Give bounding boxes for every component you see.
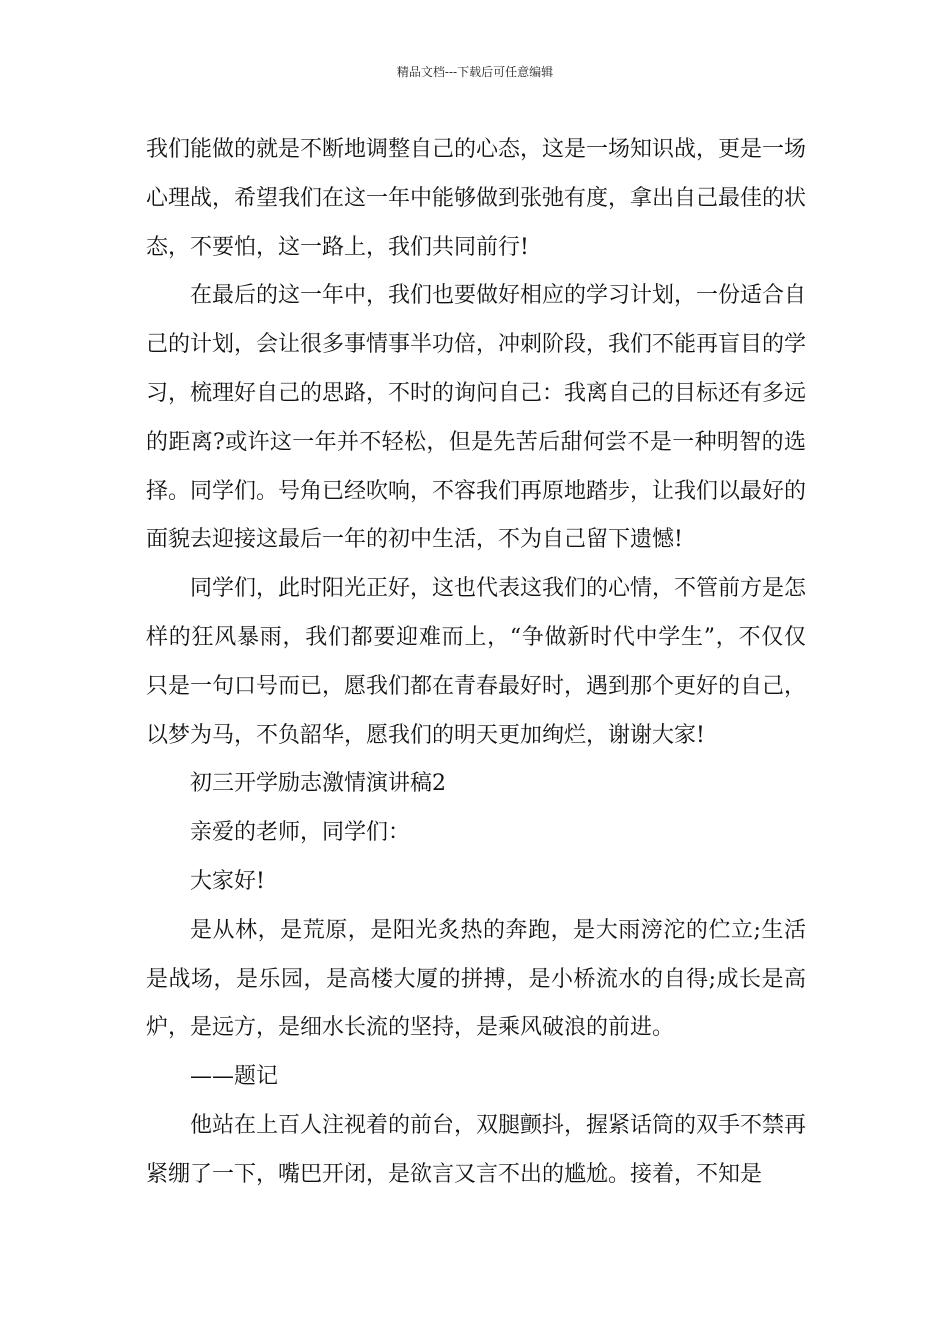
epigraph: 是从林，是荒原，是阳光炙热的奔跑，是大雨滂沱的伫立;生活是战场，是乐园，是高楼大厦的拼搏，是小桥流水的自得;成长是高炉，是远方，是细水长流的坚持，是乘风破浪的前进。 <box>146 917 806 1041</box>
paragraph-3: 同学们，此时阳光正好，这也代表这我们的心情，不管前方是怎样的狂风暴雨，我们都要迎难而上，“争做新时代中学生”，不仅仅只是一句口号而已，愿我们都在青春最好时，遇到那个更好的自己，以梦为马，不负韶华，愿我们的明天更加绚烂，谢谢大家! <box>146 576 807 748</box>
document-body <box>146 126 806 1200</box>
epigraph-attribution: ——题记 <box>190 1064 279 1090</box>
section-title: 初三开学励志激情演讲稿2 <box>190 771 446 797</box>
greeting: 大家好! <box>190 868 265 894</box>
paragraph-2: 在最后的这一年中，我们也要做好相应的学习计划，一份适合自己的计划，会让很多事情事半功倍，冲刺阶段，我们不能再盲目的学习，梳理好自己的思路，不时的询问自己：我离自己的目标还有多远的距离?或许这一年并不轻松，但是先苦后甜何尝不是一种明智的选择。同学们。号角已经吹响，不容我们再原地踏步，让我们以最好的面貌去迎接这最后一年的初中生活，不为自己留下遗憾! <box>146 283 807 553</box>
salutation: 亲爱的老师，同学们： <box>190 820 411 846</box>
paragraph-9: 他站在上百人注视着的前台，双腿颤抖，握紧话筒的双手不禁再紧绷了一下，嘴巴开闭，是欲言又言不出的尴尬。接着，不知是 <box>146 1112 807 1187</box>
paragraph-1: 我们能做的就是不断地调整自己的心态，这是一场知识战，更是一场心理战，希望我们在这一年中能够做到张弛有度，拿出自己最佳的状态，不要怕，这一路上，我们共同前行! <box>146 137 807 260</box>
page-header: 精品文档---下载后可任意编辑 <box>396 65 554 79</box>
